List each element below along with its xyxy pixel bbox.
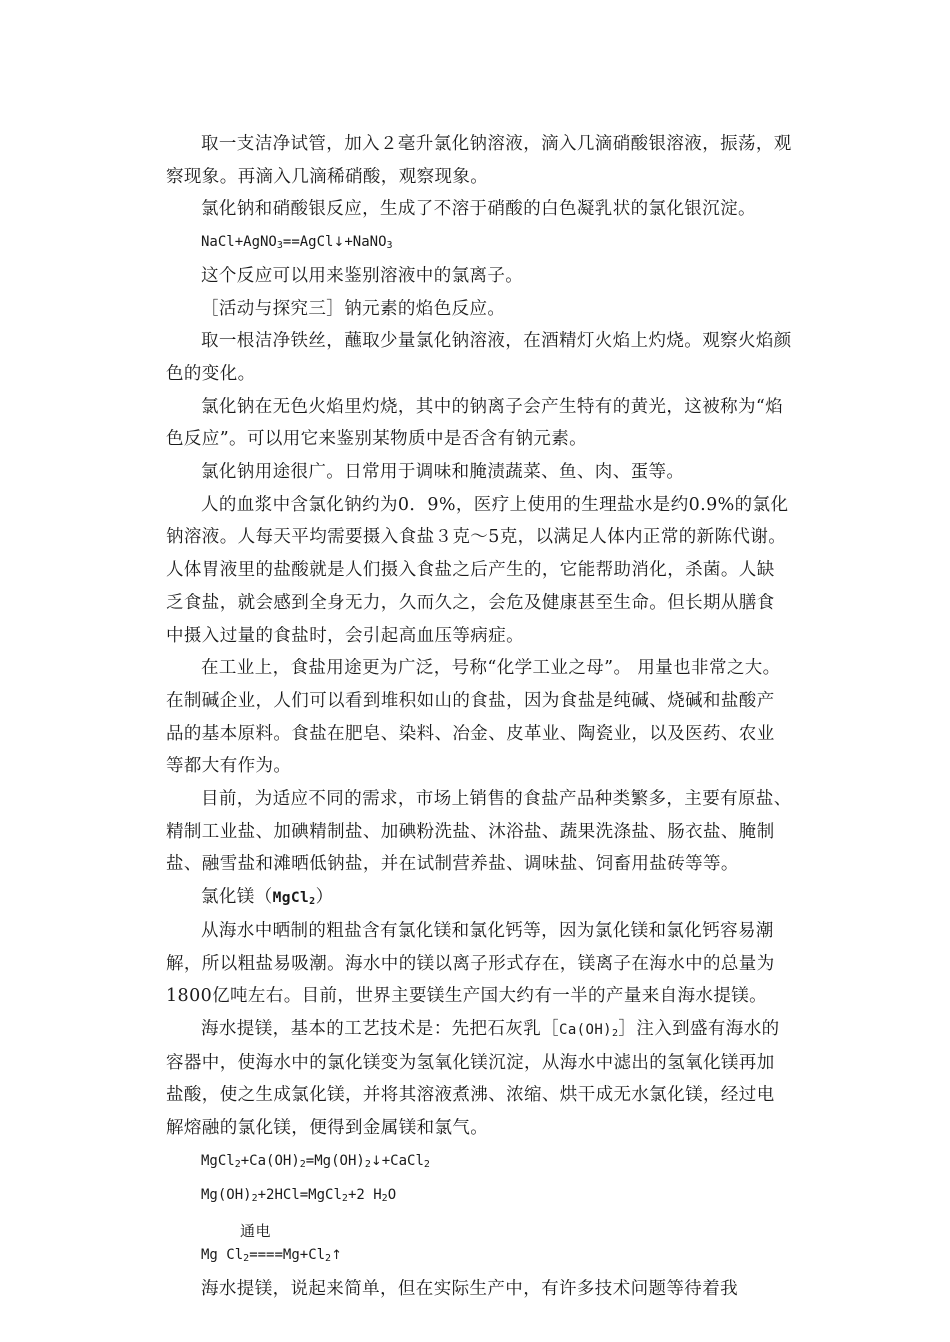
subscript: 2 bbox=[234, 1158, 241, 1170]
paragraph-text: ］注入到盛有海水的容器中，使海水中的氯化镁变为氢氧化镁沉淀，从海水中滤出的氢氧化镁再加盐酸，使之生成氯化镁，并将其溶液煮沸、浓缩、烘干成无水氯化镁，经过电解熔融的氯化镁，便得到金属镁和氯气。 bbox=[166, 1018, 780, 1139]
equation-part: +Ca(OH) bbox=[240, 1152, 300, 1169]
subscript: 2 bbox=[423, 1158, 430, 1170]
document-body bbox=[166, 128, 792, 1306]
equation-part: +2HCl=MgCl bbox=[257, 1186, 342, 1203]
paragraph-silver-chloride: 氯化钠和硝酸银反应，生成了不溶于硝酸的白色凝乳状的氯化银沉淀。 bbox=[201, 199, 756, 220]
equation-part: +CaCl bbox=[381, 1152, 424, 1169]
inline-formula-caoh2 bbox=[559, 1022, 618, 1038]
paragraph-industry: 在工业上，食盐用途更为广泛，号称“化学工业之母”。 用量也非常之大。在制碱企业，人们可以看到堆积如山的食盐，因为食盐是纯碱、烧碱和盐酸产品的基本原料。食盐在肥皂、染料、冶金、皮革业、陶瓷业，以及医药、农业等都大有作为。 bbox=[166, 658, 781, 777]
subscript: 3 bbox=[386, 240, 393, 252]
subscript: 3 bbox=[276, 240, 283, 252]
subscript: 2 bbox=[611, 1027, 619, 1039]
equation-part: Mg Cl bbox=[201, 1247, 244, 1264]
equation-part: +NaNO bbox=[344, 234, 387, 251]
subscript: 2 bbox=[299, 1158, 306, 1170]
equation-part: MgCl bbox=[201, 1152, 235, 1169]
heading-formula bbox=[273, 890, 316, 906]
equation-mgcl2-caoh2 bbox=[166, 1145, 792, 1179]
paragraph-flame-reaction: 氯化钠在无色火焰里灼烧，其中的钠离子会产生特有的黄光，这被称为“焰色反应”。可以用它来鉴别某物质中是否含有钠元素。 bbox=[166, 396, 784, 450]
formula-text: MgCl bbox=[272, 890, 310, 907]
equation-nacl-agno3 bbox=[166, 226, 792, 260]
paragraph-nacl-uses: 氯化钠用途很广。日常用于调味和腌渍蔬菜、鱼、肉、蛋等。 bbox=[201, 462, 685, 483]
subscript: 2 bbox=[381, 1192, 388, 1204]
equation-part: ==AgCl bbox=[282, 234, 334, 251]
paragraph-magnesium-extraction bbox=[166, 1013, 792, 1145]
equation-part: NaCl+AgNO bbox=[201, 234, 277, 251]
paragraph-activity-three: ［活动与探究三］钠元素的焰色反应。 bbox=[201, 298, 506, 319]
equation-part: Mg(OH) bbox=[201, 1186, 252, 1203]
paragraph-salt-products: 目前，为适应不同的需求，市场上销售的食盐产品种类繁多，主要有原盐、精制工业盐、加碘精制盐、加碘粉洗盐、沐浴盐、蔬果洗涤盐、肠衣盐、腌制盐、融雪盐和滩晒低钠盐，并在试制营养盐、调味盐、饲畜用盐砖等等。 bbox=[166, 789, 792, 875]
subscript: 2 bbox=[364, 1158, 371, 1170]
equation-part: O bbox=[387, 1186, 397, 1203]
equation-electrolysis bbox=[166, 1222, 792, 1273]
subscript: 2 bbox=[251, 1192, 258, 1204]
formula-text: Ca(OH) bbox=[559, 1021, 612, 1038]
equation-part: ====Mg+Cl bbox=[249, 1247, 326, 1264]
subscript: 2 bbox=[325, 1253, 332, 1265]
paragraph-experiment-chloride: 取一支洁净试管，加入２毫升氯化钠溶液，滴入几滴硝酸银溶液，振荡，观察现象。再滴入几滴稀硝酸，观察现象。 bbox=[166, 134, 792, 187]
paragraph-text: 海水提镁，基本的工艺技术是：先把石灰乳［ bbox=[201, 1018, 559, 1039]
heading-text: ） bbox=[315, 887, 334, 908]
paragraph-flame-experiment: 取一根洁净铁丝，蘸取少量氯化钠溶液，在酒精灯火焰上灼烧。观察火焰颜色的变化。 bbox=[166, 331, 792, 384]
heading-text: 氯化镁（ bbox=[201, 887, 273, 908]
paragraph-blood-plasma: 人的血浆中含氯化钠约为0．9%，医疗上使用的生理盐水是约0.9%的氯化钠溶液。人每天平均需要摄入食盐３克～5克，以满足人体内正常的新陈代谢。人体胃液里的盐酸就是人们摄入食盐之后产生的，它能帮助消化，杀菌。人缺乏食盐，就会感到全身无力，久而久之，会危及健康甚至生命。但长期从膳食中摄入过量的食盐时，会引起高血压等病症。 bbox=[166, 494, 789, 646]
equation-part: =Mg(OH) bbox=[305, 1152, 365, 1169]
subscript: 2 bbox=[309, 896, 316, 908]
equation-mgoh2-hcl bbox=[166, 1179, 792, 1212]
paragraph-technical-issues: 海水提镁，说起来简单，但在实际生产中，有许多技术问题等待着我 bbox=[201, 1278, 738, 1299]
reaction-condition: 通电 bbox=[240, 1222, 272, 1241]
paragraph-chloride-test: 这个反应可以用来鉴别溶液中的氯离子。 bbox=[201, 265, 524, 286]
precipitate-arrow-icon: ↓ bbox=[370, 1153, 382, 1169]
subscript: 2 bbox=[243, 1253, 250, 1265]
precipitate-arrow-icon: ↓ bbox=[333, 235, 345, 251]
subscript: 2 bbox=[341, 1192, 348, 1204]
heading-magnesium-chloride bbox=[166, 881, 792, 915]
gas-arrow-icon: ↑ bbox=[331, 1248, 342, 1264]
equation-part: +2 H bbox=[347, 1186, 382, 1203]
paragraph-crude-salt: 从海水中晒制的粗盐含有氯化镁和氯化钙等，因为氯化镁和氯化钙容易潮解，所以粗盐易吸潮。海水中的镁以离子形式存在，镁离子在海水中的总量为1800亿吨左右。目前，世界主要镁生产国大约有一半的产量来自海水提镁。 bbox=[166, 920, 775, 1007]
